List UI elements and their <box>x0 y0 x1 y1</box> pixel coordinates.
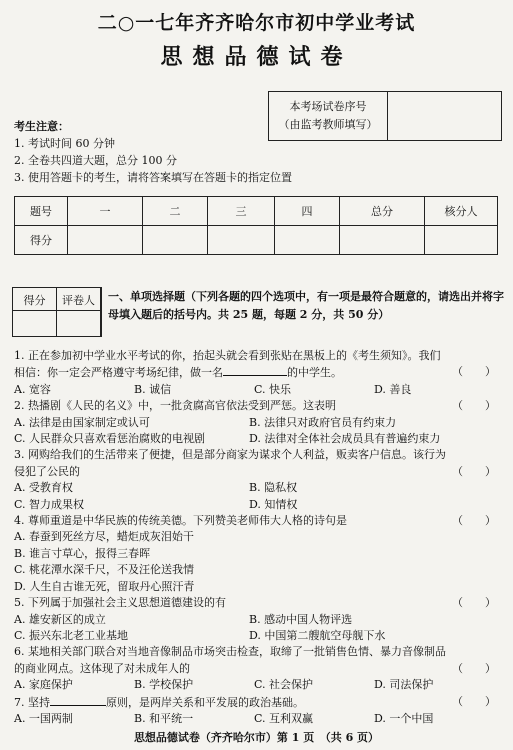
question-stem <box>14 694 504 711</box>
option[interactable]: B. 和平统一 <box>134 711 194 725</box>
option[interactable]: B. 学校保护 <box>134 678 194 692</box>
option[interactable]: A. 法律是由国家制定或认可 <box>14 415 150 429</box>
answer-paren[interactable]: （ ） <box>452 399 496 413</box>
stem-text: 原则，是两岸关系和平发展的政治基础。 <box>106 695 304 709</box>
option[interactable]: D. 中国第二艘航空母舰下水 <box>249 628 386 642</box>
options-row <box>14 612 504 628</box>
question-stem <box>14 661 504 677</box>
option[interactable]: D. 善良 <box>374 382 412 396</box>
score-header-cell: 四 <box>275 197 340 226</box>
score-header-cell: 二 <box>143 197 208 226</box>
answer-paren[interactable]: （ ） <box>452 596 496 610</box>
question-stem <box>14 464 504 480</box>
question-stem <box>14 398 504 414</box>
question-stem <box>14 364 504 381</box>
stem-text: 4. 尊师重道是中华民族的传统美德。下列赞美老师伟大人格的诗句是 <box>14 514 347 528</box>
options-row <box>14 382 504 398</box>
question-stem: 1. 正在参加初中学业水平考试的你，抬起头就会看到张贴在黑板上的《考生须知》。我们 <box>14 349 441 362</box>
option[interactable]: C. 互利双赢 <box>254 711 314 725</box>
question-stem <box>14 513 504 529</box>
exam-subtitle: 思想品德试卷 <box>160 44 353 70</box>
score-header-cell: 一 <box>68 197 143 226</box>
score-table-header <box>15 197 498 226</box>
option[interactable]: C. 社会保护 <box>254 678 314 692</box>
options-row <box>14 628 504 644</box>
option[interactable]: C. 智力成果权 <box>14 497 85 511</box>
options-row <box>14 431 504 447</box>
fill-blank[interactable] <box>50 694 106 706</box>
question-stem: 3. 网购给我们的生活带来了便捷，但是部分商家为谋求个人利益，贩卖客户信息。该行为 <box>14 448 446 462</box>
score-header-cell: 三 <box>208 197 275 226</box>
question-list <box>14 348 504 727</box>
stem-text: 的中学生。 <box>287 366 342 380</box>
option[interactable]: A. 春蚕到死丝方尽，蜡炬成灰泪始干 <box>14 530 194 544</box>
score-table-row <box>15 226 498 255</box>
option[interactable]: C. 人民群众只喜欢看惩治腐败的电视剧 <box>14 432 206 446</box>
score-row-label: 得分 <box>15 226 68 255</box>
score-cell[interactable] <box>425 226 498 255</box>
grader-name-label: 评卷人 <box>57 288 101 336</box>
notice-item: 2. 全卷共四道大题，总分 100 分 <box>14 154 177 167</box>
stem-text: 侵犯了公民的 <box>14 464 80 478</box>
answer-paren[interactable]: （ ） <box>452 365 496 379</box>
section-heading: 一、单项选择题（下列各题的四个选项中，有一项是最符合题意的，请选出并将字母填入题后的括号内。共 25 题，每题 2 分，共 50 分） <box>108 290 504 321</box>
grader-box <box>12 287 102 337</box>
option[interactable]: C. 桃花潭水深千尺，不及汪伦送我情 <box>14 563 195 577</box>
option[interactable]: D. 法律对全体社会成员具有普遍约束力 <box>249 432 441 446</box>
score-cell[interactable] <box>68 226 143 255</box>
option[interactable]: C. 振兴东北老工业基地 <box>14 628 129 642</box>
notice-item: 1. 考试时间 60 分钟 <box>14 137 115 150</box>
grader-score-label: 得分 <box>13 288 57 336</box>
seat-number-label-line2: （由监考教师填写） <box>278 118 378 131</box>
options-row <box>14 480 504 496</box>
question-stem: 6. 某地相关部门联合对当地音像制品市场突击检查，取缔了一批销售色情、暴力音像制品 <box>14 645 446 659</box>
score-header-cell: 总分 <box>340 197 425 226</box>
score-cell[interactable] <box>275 226 340 255</box>
option[interactable]: C. 快乐 <box>254 382 292 396</box>
option[interactable]: B. 法律只对政府官员有约束力 <box>249 415 397 429</box>
option[interactable]: D. 司法保护 <box>374 678 434 692</box>
score-cell[interactable] <box>143 226 208 255</box>
options-row <box>14 497 504 513</box>
option[interactable]: D. 一个中国 <box>374 711 434 725</box>
fill-blank[interactable] <box>223 364 287 376</box>
candidate-notice <box>14 118 292 186</box>
grader-divider <box>13 310 101 311</box>
option[interactable]: B. 诚信 <box>134 382 172 396</box>
notice-item: 3. 使用答题卡的考生，请将答案填写在答题卡的指定位置 <box>14 171 292 184</box>
option[interactable]: B. 感动中国人物评选 <box>249 612 353 626</box>
option[interactable]: D. 知情权 <box>249 497 298 511</box>
score-cell[interactable] <box>340 226 425 255</box>
option[interactable]: B. 谁言寸草心，报得三春晖 <box>14 546 151 560</box>
stem-text: 相信：你一定会严格遵守考场纪律，做一名 <box>14 366 223 380</box>
stem-text: 7. 坚持 <box>14 695 50 709</box>
stem-text: 的商业网点。这体现了对未成年人的 <box>14 661 190 675</box>
answer-paren[interactable]: （ ） <box>452 514 496 528</box>
seat-number-field[interactable] <box>388 92 501 140</box>
option[interactable]: A. 一国两制 <box>14 711 73 725</box>
options-row <box>14 677 504 693</box>
options-row <box>14 711 504 727</box>
option[interactable]: B. 隐私权 <box>249 481 298 495</box>
answer-paren[interactable]: （ ） <box>452 661 496 675</box>
seat-number-label-line1: 本考场试卷序号 <box>289 100 367 113</box>
page-footer: 思想品德试卷（齐齐哈尔市）第 1 页 （共 6 页） <box>133 731 380 744</box>
exam-title: 二○一七年齐齐哈尔市初中学业考试 <box>97 12 416 34</box>
score-cell[interactable] <box>208 226 275 255</box>
score-table <box>14 196 498 255</box>
option[interactable]: A. 受教育权 <box>14 481 73 495</box>
score-header-cell: 题号 <box>15 197 68 226</box>
option[interactable]: A. 宽容 <box>14 382 51 396</box>
options-row <box>14 415 504 431</box>
question-stem <box>14 595 504 611</box>
answer-paren[interactable]: （ ） <box>452 694 496 708</box>
stem-text: 2. 热播剧《人民的名义》中，一批贪腐高官依法受到严惩。这表明 <box>14 399 336 413</box>
score-header-cell: 核分人 <box>425 197 498 226</box>
seat-number-box <box>268 91 502 141</box>
answer-paren[interactable]: （ ） <box>452 464 496 478</box>
notice-heading: 考生注意： <box>14 120 69 133</box>
option[interactable]: D. 人生自古谁无死，留取丹心照汗青 <box>14 579 195 593</box>
option[interactable]: A. 家庭保护 <box>14 678 73 692</box>
stem-text: 5. 下列属于加强社会主义思想道德建设的有 <box>14 596 226 610</box>
option[interactable]: A. 雄安新区的成立 <box>14 612 106 626</box>
